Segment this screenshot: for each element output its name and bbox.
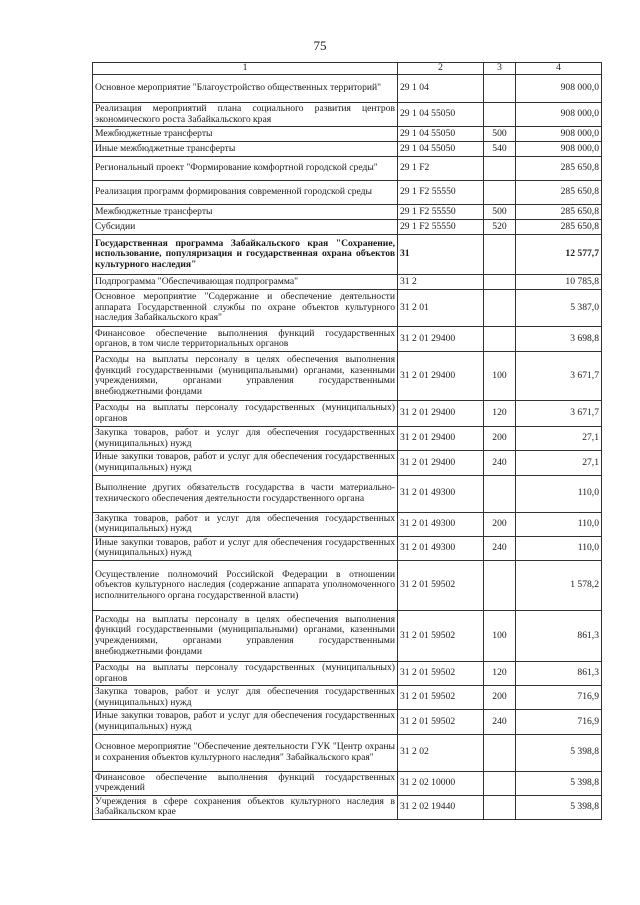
- row-type-cell: [484, 475, 516, 512]
- row-code-cell: 31 2 01 59502: [398, 686, 484, 710]
- row-sum-cell: 5 398,8: [516, 734, 602, 771]
- table-row: [93, 275, 602, 290]
- table-row: [93, 205, 602, 220]
- row-code-cell: 29 1 04 55050: [398, 127, 484, 142]
- row-code-cell: 29 1 04 55050: [398, 142, 484, 157]
- row-sum-cell: 861,3: [516, 610, 602, 661]
- row-name-cell: Иные закупки товаров, работ и услуг для обеспечения государственных (муниципальных) нужд: [93, 451, 398, 475]
- row-type-cell: 500: [484, 127, 516, 142]
- row-code-cell: 31 2 01 49300: [398, 512, 484, 536]
- table-row: [93, 401, 602, 427]
- row-type-cell: [484, 734, 516, 771]
- table-row: [93, 795, 602, 819]
- row-name-cell: Иные закупки товаров, работ и услуг для обеспечения государственных (муниципальных) нужд: [93, 710, 398, 734]
- table-row: [93, 686, 602, 710]
- row-type-cell: 120: [484, 401, 516, 427]
- row-sum-cell: 861,3: [516, 661, 602, 685]
- row-sum-cell: 110,0: [516, 475, 602, 512]
- row-sum-cell: 3 698,8: [516, 327, 602, 352]
- row-code-cell: 31 2 01: [398, 290, 484, 327]
- row-sum-cell: 5 398,8: [516, 771, 602, 795]
- row-type-cell: [484, 771, 516, 795]
- row-code-cell: 31 2 01 49300: [398, 536, 484, 560]
- row-name-cell: Государственная программа Забайкальского края "Сохранение, использование, популяризация и государственная охрана объектов культурного наследия": [93, 235, 398, 275]
- row-type-cell: [484, 235, 516, 275]
- row-type-cell: 100: [484, 352, 516, 401]
- row-name-cell: Реализация программ формирования современной городской среды: [93, 181, 398, 205]
- row-sum-cell: 285 650,8: [516, 220, 602, 235]
- table-row: [93, 536, 602, 560]
- row-sum-cell: 3 671,7: [516, 401, 602, 427]
- row-type-cell: 200: [484, 427, 516, 451]
- row-code-cell: 31 2 01 29400: [398, 401, 484, 427]
- row-name-cell: Финансовое обеспечение выполнения функций государственных учреждений: [93, 771, 398, 795]
- row-name-cell: Расходы на выплаты персоналу государственных (муниципальных) органов: [93, 401, 398, 427]
- row-sum-cell: 716,9: [516, 686, 602, 710]
- row-type-cell: [484, 157, 516, 181]
- table-row: [93, 127, 602, 142]
- row-code-cell: 29 1 F2: [398, 157, 484, 181]
- table-row: [93, 142, 602, 157]
- header-col-4: 4: [516, 63, 602, 75]
- row-sum-cell: 908 000,0: [516, 142, 602, 157]
- row-sum-cell: 110,0: [516, 536, 602, 560]
- table-row: [93, 235, 602, 275]
- table-row: [93, 427, 602, 451]
- row-type-cell: [484, 103, 516, 127]
- budget-table: [92, 62, 602, 820]
- row-code-cell: 31 2 01 59502: [398, 610, 484, 661]
- table-row: [93, 661, 602, 685]
- row-name-cell: Выполнение других обязательств государства в части материально-технического обеспечения деятельности государственного органа: [93, 475, 398, 512]
- row-name-cell: Основное мероприятие "Содержание и обеспечение деятельности аппарата Государственной службы по охране объектов культурного наследия Забайкальского края": [93, 290, 398, 327]
- row-name-cell: Субсидии: [93, 220, 398, 235]
- row-sum-cell: 285 650,8: [516, 181, 602, 205]
- row-name-cell: Расходы на выплаты персоналу в целях обеспечения выполнения функций государственными (муниципальными) органами, казенными учреждениями, органами управления государственными внебюджетными фондами: [93, 352, 398, 401]
- row-name-cell: Закупка товаров, работ и услуг для обеспечения государственных (муниципальных) нужд: [93, 427, 398, 451]
- row-type-cell: 240: [484, 710, 516, 734]
- row-code-cell: 29 1 04 55050: [398, 103, 484, 127]
- row-type-cell: 540: [484, 142, 516, 157]
- header-col-1: 1: [93, 63, 398, 75]
- row-code-cell: 31 2 01 29400: [398, 327, 484, 352]
- row-code-cell: 29 1 F2 55550: [398, 181, 484, 205]
- row-name-cell: Закупка товаров, работ и услуг для обеспечения государственных (муниципальных) нужд: [93, 512, 398, 536]
- row-sum-cell: 27,1: [516, 427, 602, 451]
- row-type-cell: 500: [484, 205, 516, 220]
- row-name-cell: Межбюджетные трансферты: [93, 205, 398, 220]
- row-code-cell: 31 2 02 10000: [398, 771, 484, 795]
- row-code-cell: 31 2 01 29400: [398, 451, 484, 475]
- row-type-cell: [484, 560, 516, 610]
- row-sum-cell: 908 000,0: [516, 103, 602, 127]
- row-name-cell: Расходы на выплаты персоналу государственных (муниципальных) органов: [93, 661, 398, 685]
- row-name-cell: Финансовое обеспечение выполнения функций государственных органов, в том числе территориальных органов: [93, 327, 398, 352]
- table-body: [93, 75, 602, 820]
- row-code-cell: 31 2: [398, 275, 484, 290]
- row-type-cell: [484, 327, 516, 352]
- table-row: [93, 290, 602, 327]
- table-row: [93, 710, 602, 734]
- row-type-cell: [484, 75, 516, 103]
- table-row: [93, 352, 602, 401]
- page-number: 75: [313, 38, 327, 53]
- row-code-cell: 31 2 01 49300: [398, 475, 484, 512]
- row-name-cell: Межбюджетные трансферты: [93, 127, 398, 142]
- row-sum-cell: 1 578,2: [516, 560, 602, 610]
- table-row: [93, 75, 602, 103]
- row-name-cell: Иные межбюджетные трансферты: [93, 142, 398, 157]
- row-name-cell: Расходы на выплаты персоналу в целях обеспечения выполнения функций государственными (муниципальными) органами, казенными учреждениями, органами управления государственными внебюджетными фондами: [93, 610, 398, 661]
- row-type-cell: 240: [484, 451, 516, 475]
- table-row: [93, 157, 602, 181]
- row-name-cell: Основное мероприятие "Обеспечение деятельности ГУК "Центр охраны и сохранения объектов культурного наследия" Забайкальского края": [93, 734, 398, 771]
- row-code-cell: 31 2 01 29400: [398, 427, 484, 451]
- row-sum-cell: 12 577,7: [516, 235, 602, 275]
- header-col-2: 2: [398, 63, 484, 75]
- table-row: [93, 610, 602, 661]
- row-code-cell: 29 1 F2 55550: [398, 220, 484, 235]
- table-row: [93, 220, 602, 235]
- row-name-cell: Учреждения в сфере сохранения объектов культурного наследия в Забайкальском крае: [93, 795, 398, 819]
- table-row: [93, 734, 602, 771]
- table-row: [93, 103, 602, 127]
- row-code-cell: 31 2 02 19440: [398, 795, 484, 819]
- row-type-cell: [484, 275, 516, 290]
- row-type-cell: 200: [484, 512, 516, 536]
- row-code-cell: 31 2 01 59502: [398, 560, 484, 610]
- row-code-cell: 31 2 02: [398, 734, 484, 771]
- row-type-cell: [484, 795, 516, 819]
- row-name-cell: Региональный проект "Формирование комфортной городской среды": [93, 157, 398, 181]
- row-type-cell: 520: [484, 220, 516, 235]
- row-name-cell: Подпрограмма "Обеспечивающая подпрограмма": [93, 275, 398, 290]
- row-sum-cell: 716,9: [516, 710, 602, 734]
- table-row: [93, 181, 602, 205]
- row-name-cell: Осуществление полномочий Российской Федерации в отношении объектов культурного наследия (содержание аппарата уполномоченного исполнительного органа государственной власти): [93, 560, 398, 610]
- row-name-cell: Закупка товаров, работ и услуг для обеспечения государственных (муниципальных) нужд: [93, 686, 398, 710]
- header-col-3: 3: [484, 63, 516, 75]
- row-sum-cell: 5 398,8: [516, 795, 602, 819]
- table-row: [93, 475, 602, 512]
- row-sum-cell: 110,0: [516, 512, 602, 536]
- row-code-cell: 31 2 01 59502: [398, 661, 484, 685]
- row-sum-cell: 285 650,8: [516, 157, 602, 181]
- table-row: [93, 327, 602, 352]
- row-sum-cell: 5 387,0: [516, 290, 602, 327]
- row-sum-cell: 10 785,8: [516, 275, 602, 290]
- row-sum-cell: 3 671,7: [516, 352, 602, 401]
- table-row: [93, 451, 602, 475]
- row-code-cell: 29 1 04: [398, 75, 484, 103]
- row-sum-cell: 285 650,8: [516, 205, 602, 220]
- row-code-cell: 31 2 01 59502: [398, 710, 484, 734]
- table-row: [93, 512, 602, 536]
- row-type-cell: 240: [484, 536, 516, 560]
- row-code-cell: 31 2 01 29400: [398, 352, 484, 401]
- table-row: [93, 560, 602, 610]
- row-sum-cell: 908 000,0: [516, 127, 602, 142]
- row-code-cell: 31: [398, 235, 484, 275]
- table-header-row: [93, 63, 602, 75]
- row-type-cell: 120: [484, 661, 516, 685]
- row-name-cell: Иные закупки товаров, работ и услуг для обеспечения государственных (муниципальных) нужд: [93, 536, 398, 560]
- row-sum-cell: 908 000,0: [516, 75, 602, 103]
- row-name-cell: Реализация мероприятий плана социального развития центров экономического роста Забайкальского края: [93, 103, 398, 127]
- row-type-cell: [484, 290, 516, 327]
- row-code-cell: 29 1 F2 55550: [398, 205, 484, 220]
- row-sum-cell: 27,1: [516, 451, 602, 475]
- row-type-cell: 200: [484, 686, 516, 710]
- table-row: [93, 771, 602, 795]
- row-name-cell: Основное мероприятие "Благоустройство общественных территорий": [93, 75, 398, 103]
- row-type-cell: 100: [484, 610, 516, 661]
- row-type-cell: [484, 181, 516, 205]
